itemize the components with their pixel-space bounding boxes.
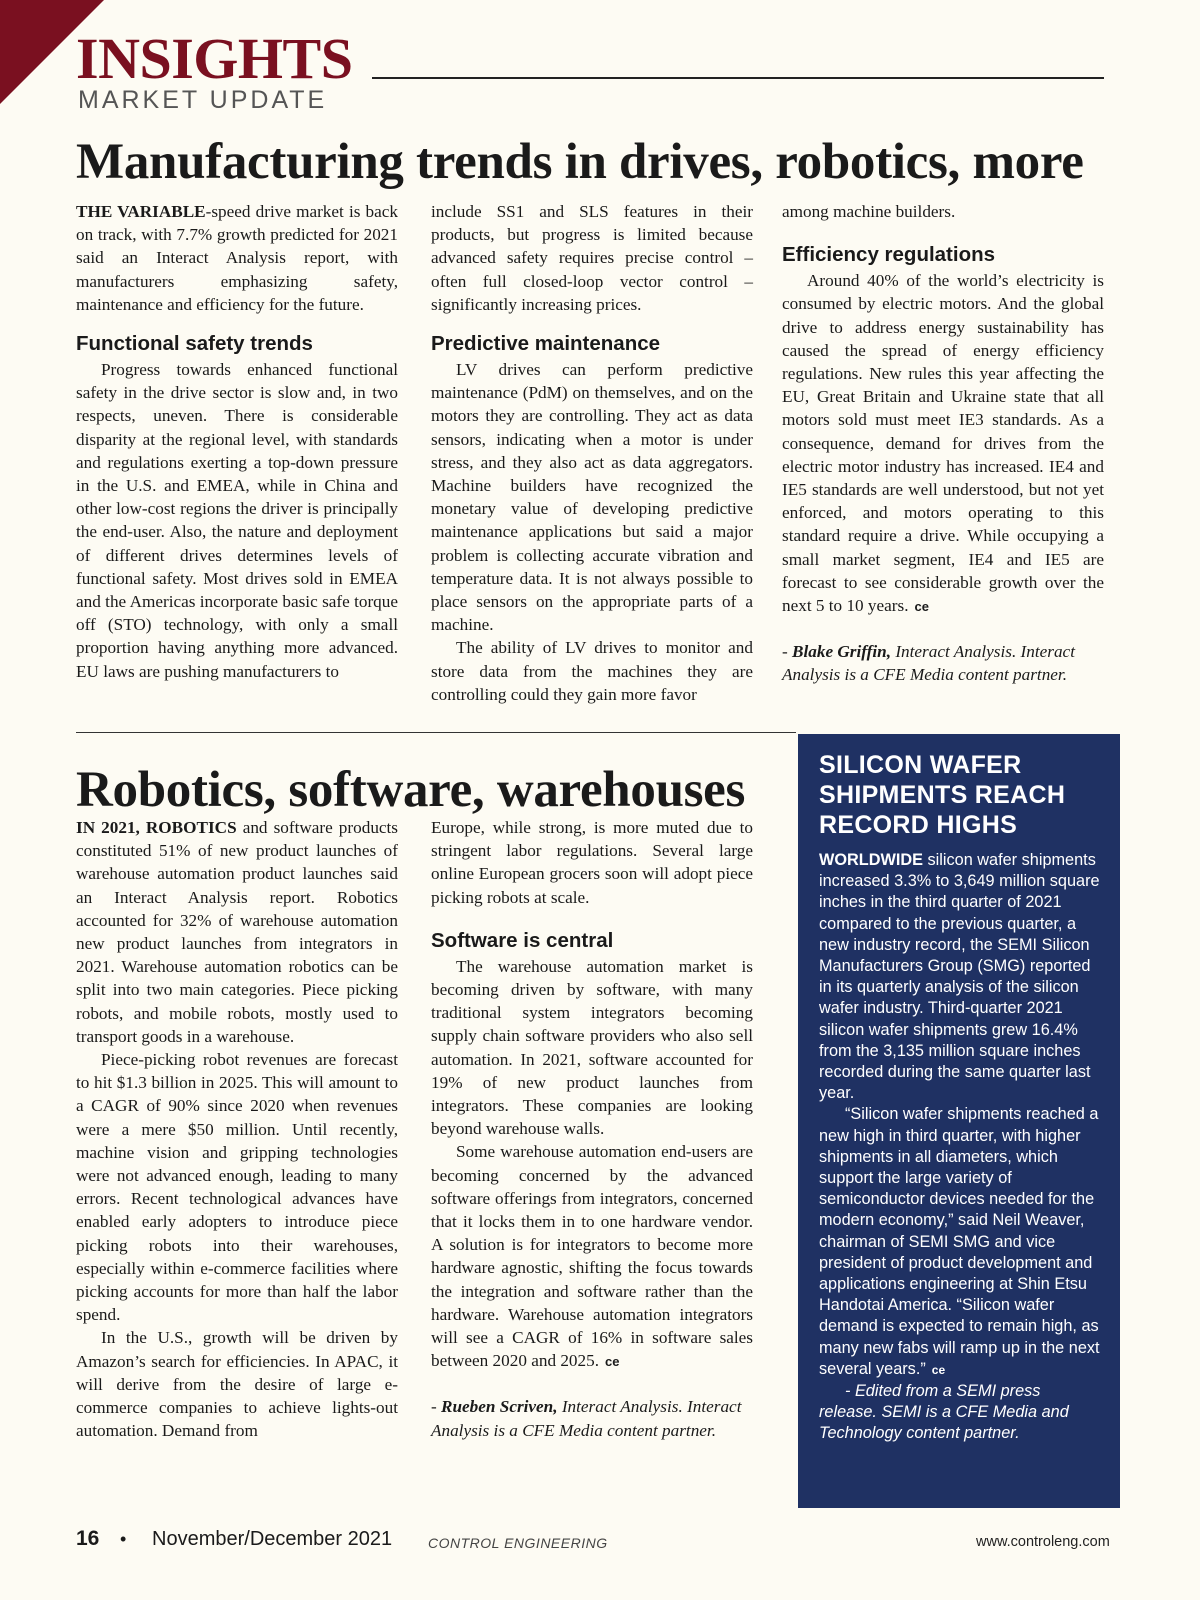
sidebar-box [798, 734, 1120, 1508]
article1-efficiency-paragraph [782, 269, 1104, 618]
article1-affiliation: Interact Analysis. Interact Analysis is a CFE Media content partner. [782, 642, 1075, 685]
subhead-software-central: Software is central [431, 928, 614, 952]
article2-paragraph-3: In the U.S., growth will be driven by Amazon’s search for efficiencies. In APAC, it will derive from the desire of large e-commerce companies to achieve lights-out automation. Demand from [76, 1328, 398, 1441]
subhead-predictive-maintenance: Predictive maintenance [431, 332, 661, 356]
article1-pdm-paragraph-2: The ability of LV drives to monitor and store data from the machines they are controlling could they gain more favor [431, 638, 753, 704]
article2-lead-text: and software products constituted 51% of new product launches of warehouse automation product launches said an Interact Analysis report. Robotics accounted for 32% of warehouse automation new product launches from integrators in 2021. Warehouse automation robotics can be split into two main categories. Piece picking robots, and mobile robots, mostly used to transport goods in a warehouse. [76, 818, 399, 1046]
magazine-name: CONTROL ENGINEERING [428, 1535, 608, 1551]
article1-lead-text: -speed drive market is back on track, with 7.7% growth predicted for 2021 said an Interact Analysis report, with manufacturers emphasizing safety, maintenance and efficiency for the future. [76, 202, 398, 314]
sig-dash: - [431, 1397, 442, 1417]
website-link[interactable]: www.controleng.com [976, 1534, 1110, 1550]
article1-pdm-paragraph-1: LV drives can perform predictive maintenance (PdM) on themselves, and on the motors they are controlling. They act as data sensors, indicating when a motor is under stress, and they also act as data aggregators. Machine builders have recognized the monetary value of developing predictive maintenance applications but said a major problem is collecting accurate vibration and temperature data. It is not always possible to place sensors on the appropriate parts of a machine. [431, 360, 753, 635]
article1-safety-continued: include SS1 and SLS features in their products, but progress is limited because advanced safety requires precise control – often full closed-loop vector control – significantly increasing prices. [431, 202, 753, 314]
article2-paragraph-3-continued: Europe, while strong, is more muted due to stringent labor regulations. Several large online European grocers soon will adopt piece picking robots at scale. [431, 818, 753, 907]
article1-pdm-continued: among machine builders. [782, 202, 956, 221]
sidebar-body [819, 850, 1100, 1445]
footer-bullet: • [120, 1529, 127, 1549]
article1-column-1 [76, 200, 398, 683]
article2-author: Rueben Scriven, [441, 1397, 558, 1417]
article2-software-paragraph-1: The warehouse automation market is becoming driven by software, with many traditional system integrators becoming supply chain software providers who also sell automation. In 2021, software accounted for 19% of new product launches from integrators. These companies are looking beyond warehouse walls. [431, 956, 753, 1139]
article1-column-3 [782, 200, 1104, 687]
sidebar-paragraph-1-text: silicon wafer shipments increased 3.3% to 3,649 million square inches in the third quarter of 2021 compared to the previous quarter, a new industry record, the SEMI Silicon Manufacturers Group (SMG) reported in its quarterly analysis of the silicon wafer industry. Third-quarter 2021 silicon wafer shipments grew 16.4% from the 3,135 million square inches recorded during the same quarter last year. [819, 851, 1100, 1103]
article1-safety-paragraph: Progress towards enhanced functional safety in the drive sector is slow and, in two respects, uneven. There is considerable disparity at the regional level, with standards and regulations exerting a top-down pressure in the U.S. and EMEA, while in China and other low-cost regions the driver is principally the end-user. Also, the nature and deployment of different drives determines levels of functional safety. Most drives sold in EMEA and the Americas incorporate basic safe torque off (STO) technology, with only a small proportion having anything more advanced. EU laws are pushing manufacturers to [76, 360, 398, 681]
subhead-functional-safety: Functional safety trends [76, 332, 313, 356]
page-number: 16 [76, 1527, 100, 1550]
article1-lead-paragraph [76, 200, 398, 316]
article2-signature [431, 1395, 753, 1441]
article2-software-text: Some warehouse automation end-users are becoming concerned by the advanced software offerings from integrators, concerned that it locks them in to one hardware vendor. A solution is for integrators to become more hardware agnostic, shifting the focus towards the integration and software rather than the hardware. Warehouse automation integrators will see a CAGR of 16% in software sales between 2020 and 2025. [431, 1142, 753, 1371]
end-mark: ce [605, 1354, 620, 1370]
article2-column-2 [431, 816, 753, 1442]
article2-paragraph-2: Piece-picking robot revenues are forecast to hit $1.3 billion in 2025. This will amount to a CAGR of 90% since 2020 when revenues were a mere $50 million. Until recently, machine vision and gripping technologies were not advanced enough, leading to many errors. Recent technological advances have enabled early adopters to introduce piece picking robots into their warehouses, especially within e-commerce facilities where picking accounts for more than half the labor spend. [76, 1050, 398, 1325]
article2-lead-in: IN 2021, ROBOTICS [76, 818, 237, 837]
article1-author: Blake Griffin, [792, 642, 892, 662]
article2-affiliation: Interact Analysis. Interact Analysis is a CFE Media content partner. [431, 1397, 742, 1440]
article1-column-2-content [431, 200, 753, 706]
sidebar-lead-in: WORLDWIDE [819, 851, 923, 869]
article2-software-paragraph-2 [431, 1140, 753, 1373]
end-mark: ce [914, 599, 929, 615]
sidebar-paragraph-2 [819, 1104, 1100, 1381]
article2-headline: Robotics, software, warehouses [76, 762, 746, 818]
section-subtitle: MARKET UPDATE [78, 86, 328, 114]
issue-date: November/December 2021 [152, 1528, 393, 1550]
article1-lead-in: THE VARIABLE [76, 202, 206, 221]
article2-column-1 [76, 816, 398, 1442]
sig-dash: - [782, 642, 793, 662]
section-title: INSIGHTS [76, 26, 353, 91]
article1-efficiency-text: Around 40% of the world’s electricity is consumed by electric motors. And the global drive to address energy sustainability has caused the spread of energy efficiency regulations. New rules this year affecting the EU, Great Britain and Ukraine state that all motors sold must meet IE3 standards. As a consequence, demand for drives from the electric motor industry has increased. IE4 and IE5 standards are well understood, but not yet enforced, and motors operating to this standard require a drive. While occupying a small market segment, IE4 and IE5 are forecast to see considerable growth over the next 5 to 10 years. [782, 271, 1104, 616]
section-rule [372, 77, 1104, 79]
sidebar-title: SILICON WAFER SHIPMENTS REACH RECORD HIGHS [819, 751, 1066, 839]
article1-signature [782, 640, 1104, 686]
sidebar-credit: - Edited from a SEMI press release. SEMI is a CFE Media and Technology content partner. [819, 1382, 1069, 1443]
article2-lead-paragraph [76, 816, 398, 1048]
end-mark: ce [931, 1362, 946, 1377]
sidebar-paragraph-1 [819, 850, 1100, 1104]
sidebar-quote: “Silicon wafer shipments reached a new high in third quarter, with higher shipments in all diameters, which support the large variety of semiconductor devices needed for the modern economy,” said Neil Weaver, chairman of SEMI SMG and vice president of product development and applications engineering at Shin Etsu Handotai America. “Silicon wafer demand is expected to remain high, as many new fabs will ramp up in the next several years.” [819, 1105, 1100, 1378]
article1-headline: Manufacturing trends in drives, robotics, more [76, 134, 1084, 190]
article-divider [76, 732, 796, 733]
subhead-efficiency-regulations: Efficiency regulations [782, 243, 996, 267]
